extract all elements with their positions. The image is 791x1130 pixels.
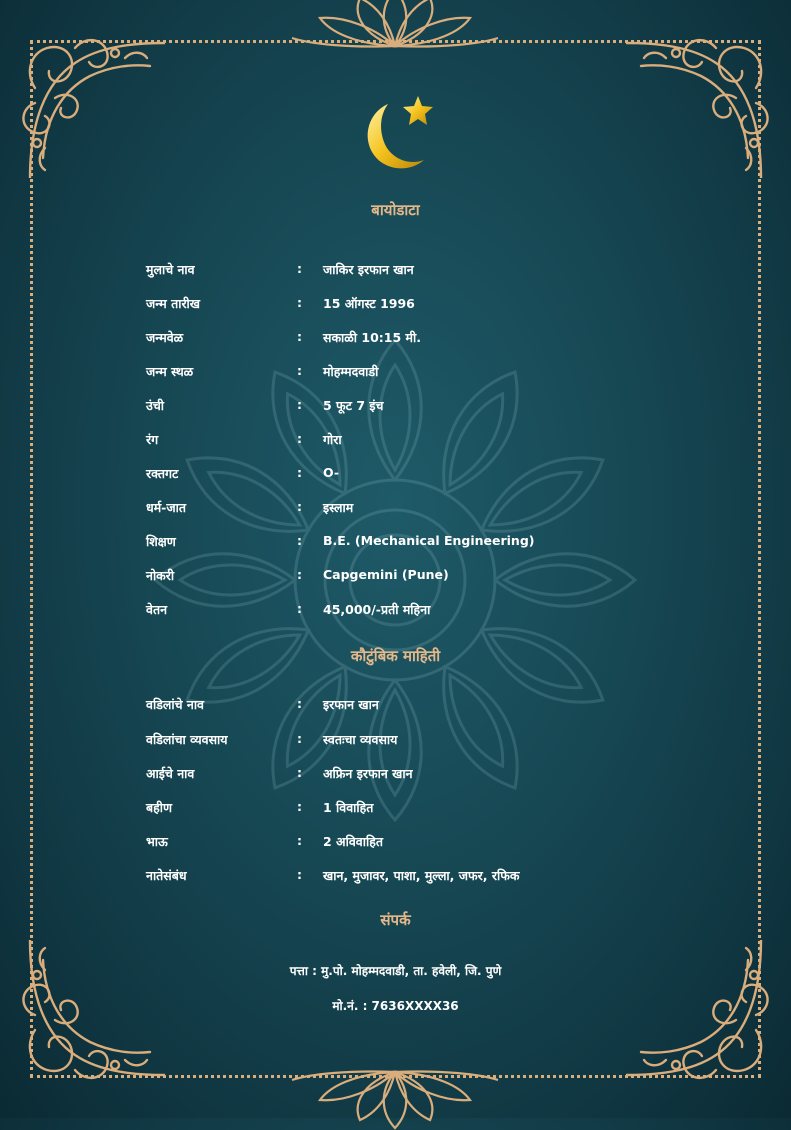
row-label: बहीण: [146, 800, 173, 815]
row-value: 15 ऑगस्ट 1996: [323, 296, 415, 311]
crescent-star-icon: [358, 92, 440, 174]
contact-phone: मो.नं. : 7636XXXX36: [332, 999, 459, 1013]
row-value: जाकिर इरफान खान: [323, 262, 414, 277]
row-label: धर्म-जात: [146, 500, 186, 515]
row-label: जन्मवेळ: [146, 330, 184, 345]
row-value: गोरा: [323, 432, 342, 447]
row-value: 5 फूट 7 इंच: [323, 398, 384, 413]
row-separator: :: [297, 363, 302, 378]
row-separator: :: [297, 261, 302, 276]
info-row: [146, 567, 666, 587]
row-label: भाऊ: [146, 834, 168, 849]
info-row: [146, 833, 666, 853]
top-lotus-ornament: [290, 0, 500, 48]
row-label: जन्म तारीख: [146, 296, 201, 311]
info-row: [146, 601, 666, 621]
info-row: [146, 696, 666, 716]
row-value: स्वतःचा व्यवसाय: [323, 732, 398, 747]
row-label: वडिलांचे नाव: [146, 697, 205, 712]
row-separator: :: [297, 601, 302, 616]
row-separator: :: [297, 696, 302, 711]
row-label: नातेसंबंध: [146, 868, 187, 883]
row-separator: :: [297, 867, 302, 882]
info-row: [146, 731, 666, 751]
info-row: [146, 363, 666, 383]
row-value: 1 विवाहित: [323, 800, 374, 815]
info-row: [146, 465, 666, 485]
row-separator: :: [297, 397, 302, 412]
info-row: [146, 799, 666, 819]
row-label: रंग: [146, 432, 159, 447]
row-label: मुलाचे नाव: [146, 262, 195, 277]
row-value: 2 अविवाहित: [323, 834, 383, 849]
row-separator: :: [297, 799, 302, 814]
row-separator: :: [297, 295, 302, 310]
info-row: [146, 329, 666, 349]
row-label: वडिलांचा व्यवसाय: [146, 732, 228, 747]
row-label: वेतन: [146, 602, 168, 617]
row-value: B.E. (Mechanical Engineering): [323, 533, 535, 548]
corner-ornament-top-left: [15, 28, 165, 178]
row-label: शिक्षण: [146, 534, 176, 549]
row-separator: :: [297, 533, 302, 548]
row-separator: :: [297, 765, 302, 780]
contact-title: संपर्क: [380, 911, 411, 929]
row-separator: :: [297, 731, 302, 746]
row-label: रक्तगट: [146, 466, 179, 481]
info-row: [146, 867, 666, 887]
row-value: मोहम्मदवाडी: [323, 364, 379, 379]
row-value: अफ्रिन इरफान खान: [323, 766, 413, 781]
family-info-title: कौटुंबिक माहिती: [350, 647, 441, 665]
info-row: [146, 261, 666, 281]
row-separator: :: [297, 833, 302, 848]
info-row: [146, 295, 666, 315]
row-separator: :: [297, 431, 302, 446]
row-separator: :: [297, 499, 302, 514]
info-row: [146, 765, 666, 785]
row-label: आईचे नाव: [146, 766, 195, 781]
row-label: जन्म स्थळ: [146, 364, 194, 379]
row-value: Capgemini (Pune): [323, 567, 449, 582]
row-separator: :: [297, 329, 302, 344]
biodata-title: बायोडाटा: [371, 201, 420, 219]
row-value: इरफान खान: [323, 697, 379, 712]
contact-address: पत्ता : मु.पो. मोहम्मदवाडी, ता. हवेली, जि. पुणे: [289, 964, 502, 978]
row-separator: :: [297, 465, 302, 480]
info-row: [146, 431, 666, 451]
info-row: [146, 533, 666, 553]
corner-ornament-top-right: [626, 28, 776, 178]
row-label: नोकरी: [146, 568, 175, 583]
row-value: खान, मुजावर, पाशा, मुल्ला, जफर, रफिक: [323, 868, 520, 883]
info-row: [146, 499, 666, 519]
row-value: इस्लाम: [323, 500, 354, 515]
row-separator: :: [297, 567, 302, 582]
bottom-lotus-ornament: [290, 1070, 500, 1130]
row-label: उंची: [146, 398, 165, 413]
row-value: O-: [323, 465, 340, 480]
row-value: सकाळी 10:15 मी.: [323, 330, 421, 345]
row-value: 45,000/-प्रती महिना: [323, 602, 431, 617]
info-row: [146, 397, 666, 417]
